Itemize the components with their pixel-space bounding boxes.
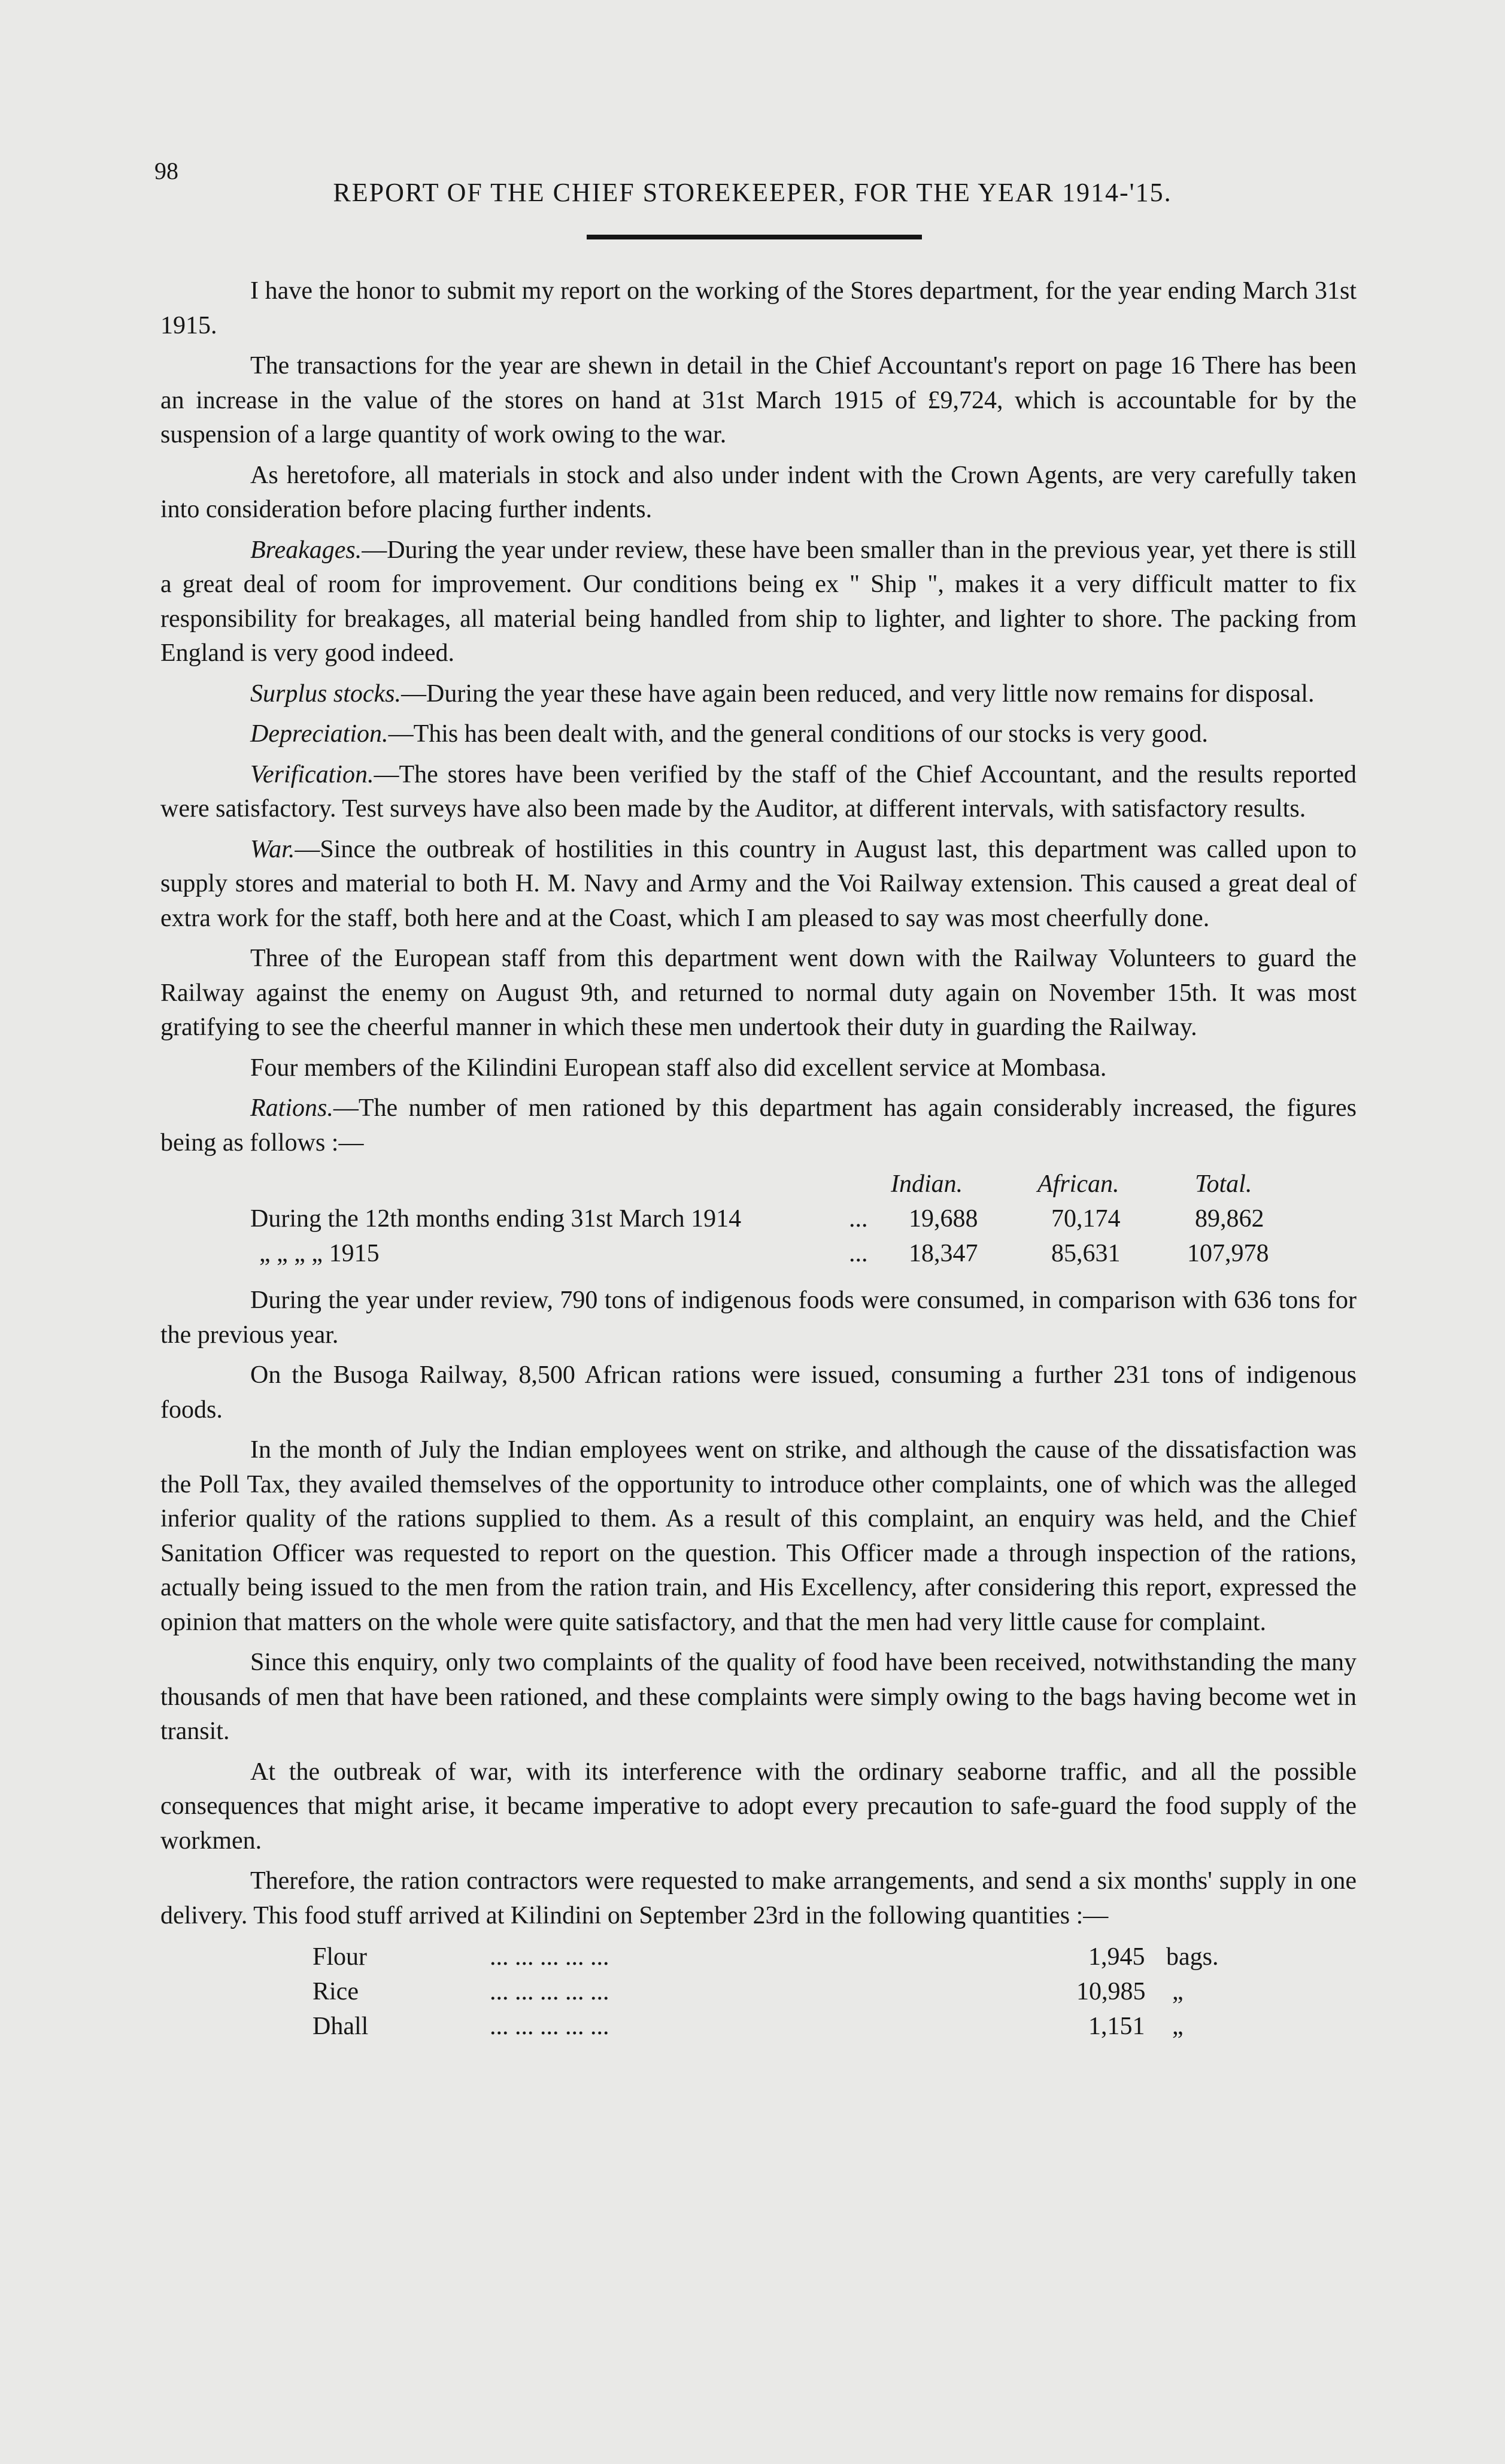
header-total: Total. [1195, 1170, 1252, 1198]
paragraph-intro: I have the honor to submit my report on the working of the Stores department, for the year ending March 31st 1915. [160, 277, 1357, 339]
row-dots: ... [849, 1240, 868, 1267]
paragraph-rations: Rations.—The number of men rationed by this department has again considerably increased, the figures being as follows :— [160, 1094, 1357, 1157]
header-african: African. [1037, 1170, 1119, 1198]
paragraph-volunteers: Three of the European staff from this department went down with the Railway Volunteers to guard the Railway against the enemy on August 9th, and returned to normal duty again on November 15th. It was most gratifying to see the cheerful manner in which these men undertook their duty in guarding the Railway. [160, 945, 1357, 1041]
item-name: Rice [312, 1978, 359, 2005]
table-row [160, 1237, 1357, 1272]
cell-total: 89,862 [1195, 1205, 1264, 1233]
item-unit: „ [1172, 1978, 1184, 2005]
row-label: During the 12th months ending 31st March 1914 [250, 1205, 742, 1233]
paragraph-breakages: Breakages.—During the year under review, these have been smaller than in the previous year, yet there is still a great deal of room for improvement. Our conditions being ex " Ship ", makes it a very difficult matter to fix responsibility for breakages, all material being handled from ship to lighter, and lighter to shore. The packing from England is very good indeed. [160, 536, 1357, 667]
cell-indian: 18,347 [909, 1240, 978, 1267]
paragraph-kilindini-staff: Four members of the Kilindini European staff also did excellent service at Mombasa. [250, 1054, 1107, 1082]
item-dots: ... ... ... ... ... [490, 1978, 609, 2005]
list-item [160, 1975, 1357, 2010]
cell-total: 107,978 [1187, 1240, 1269, 1267]
quantities-list [160, 1940, 1357, 2044]
item-name: Dhall [312, 2013, 369, 2040]
list-item [160, 1940, 1357, 1975]
item-dots: ... ... ... ... ... [490, 2013, 609, 2040]
paragraph-outbreak: At the outbreak of war, with its interference with the ordinary seaborne traffic, and all the possible consequences that might arise, it became imperative to adopt every precaution to safe-guard the food supply of the workmen. [160, 1758, 1357, 1855]
paragraph-enquiry: Since this enquiry, only two complaints of the quality of food have been received, notwithstanding the many thousands of men that have been rationed, and these complaints were simply owing to the bags having become wet in transit. [160, 1649, 1357, 1745]
page-number: 98 [154, 157, 178, 184]
ration-table-header [160, 1167, 1357, 1202]
paragraph-verification: Verification.—The stores have been verified by the staff of the Chief Accountant, and the results reported were satisfactory. Test surveys have also been made by the Auditor, at different intervals, with satisfactory results. [160, 760, 1357, 823]
ration-table [160, 1167, 1357, 1272]
paragraph-war: War.—Since the outbreak of hostilities in this country in August last, this department was called upon to supply stores and material to both H. M. Navy and Army and the Voi Railway extension. This caused a great deal of extra work for the staff, both here and at the Coast, which I am pleased to say was most cheerfully done. [160, 835, 1357, 932]
item-qty: 10,985 [1076, 1978, 1146, 2005]
paragraph-indigenous-foods: During the year under review, 790 tons of indigenous foods were consumed, in comparison with 636 tons for the previous year. [160, 1286, 1357, 1349]
cell-african: 70,174 [1051, 1205, 1121, 1233]
item-unit: „ [1172, 2013, 1184, 2040]
item-name: Flour [312, 1943, 368, 1971]
row-label: „ „ „ „ 1915 [259, 1240, 380, 1267]
item-qty: 1,945 [1088, 1943, 1145, 1971]
table-row [160, 1202, 1357, 1237]
list-item [160, 2010, 1357, 2044]
report-body [160, 274, 1357, 2044]
row-dots: ... [849, 1205, 868, 1233]
paragraph-transactions: The transactions for the year are shewn in detail in the Chief Accountant's report on page 16 There has been an increase in the value of the stores on hand at 31st March 1915 of £9,724, which is accountable for by the suspension of a large quantity of work owing to the war. [160, 352, 1357, 448]
paragraph-indents: As heretofore, all materials in stock and also under indent with the Crown Agents, are very carefully taken into consideration before placing further indents. [160, 461, 1357, 523]
paragraph-contractors: Therefore, the ration contractors were requested to make arrangements, and send a six months' supply in one delivery. This food stuff arrived at Kilindini on September 23rd in the following quantities :— [160, 1867, 1357, 1929]
paragraph-strike: In the month of July the Indian employees went on strike, and although the cause of the dissatisfaction was the Poll Tax, they availed themselves of the opportunity to introduce other complaints, one of which was the alleged inferior quality of the rations supplied to them. As a result of this complaint, an enquiry was held, and the Chief Sanitation Officer was requested to report on the question. This Officer made a through inspection of the rations, actually being issued to the men from the ration train, and His Excellency, after considering this report, expressed the opinion that matters on the whole were quite satisfactory, and that the men had very little cause for complaint. [160, 1436, 1357, 1636]
title-rule [587, 235, 922, 239]
header-indian: Indian. [891, 1170, 963, 1198]
cell-african: 85,631 [1051, 1240, 1121, 1267]
paragraph-surplus-stocks: Surplus stocks.—During the year these have again been reduced, and very little now remains for disposal. [250, 679, 1315, 708]
cell-indian: 19,688 [909, 1205, 978, 1233]
report-title: REPORT OF THE CHIEF STOREKEEPER, FOR THE YEAR 1914-'15. [333, 178, 1172, 207]
item-dots: ... ... ... ... ... [490, 1943, 609, 1971]
item-qty: 1,151 [1088, 2013, 1145, 2040]
paragraph-busoga: On the Busoga Railway, 8,500 African rations were issued, consuming a further 231 tons of indigenous foods. [160, 1361, 1357, 1424]
item-unit: bags. [1166, 1943, 1219, 1971]
paragraph-depreciation: Depreciation.—This has been dealt with, and the general conditions of our stocks is very good. [250, 720, 1208, 748]
